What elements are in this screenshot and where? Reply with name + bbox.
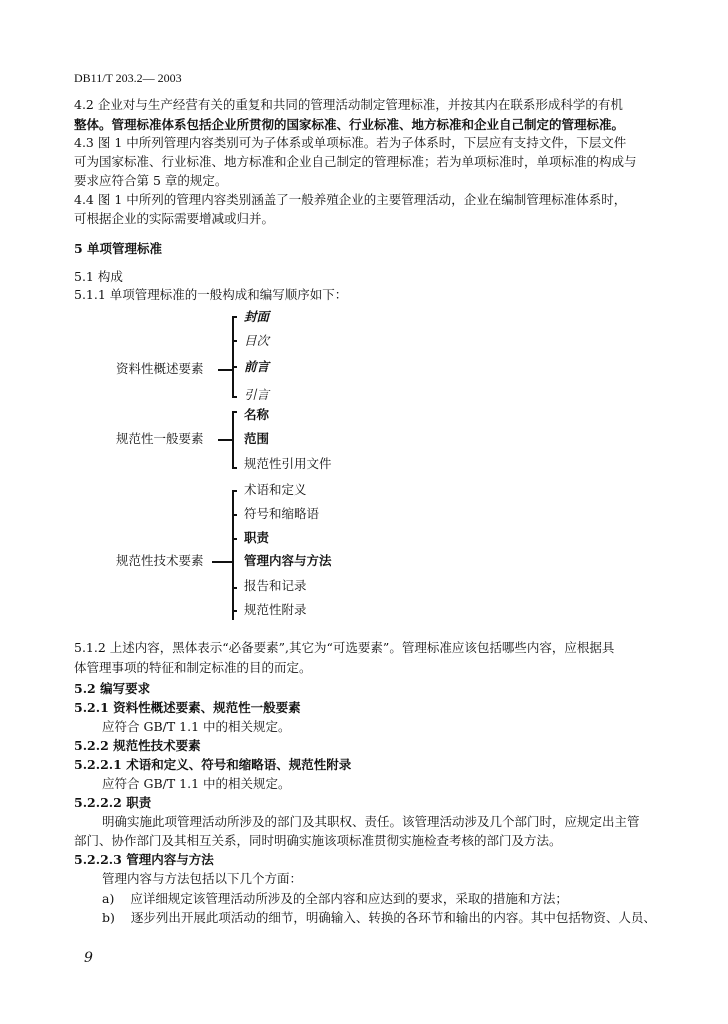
tree-group-label-normative-general: 规范性一般要素 (116, 431, 204, 446)
tree-tick (232, 610, 237, 612)
section-5-1-heading: 5.1 构成 (74, 269, 123, 284)
tree-item-cover: 封面 (244, 309, 270, 324)
tree-item-symbols-abbreviations: 符号和缩略语 (244, 506, 320, 521)
document-code-header: DB11/T 203.2— 2003 (74, 71, 182, 85)
tree-group-label-informative: 资料性概述要素 (116, 361, 204, 376)
tree-bracket (232, 411, 234, 469)
para-4-4-line2: 可根据企业的实际需要增减或归并。 (74, 211, 275, 226)
section-5-2-2-3-body: 管理内容与方法包括以下几个方面： (102, 871, 303, 886)
para-4-3-line3: 要求应符合第 5 章的规定。 (74, 173, 228, 188)
para-4-3-line2: 可为国家标准、行业标准、地方标准和企业自己制定的管理标准；若为单项标准时，单项标准的构成与 (74, 154, 637, 169)
tree-connector (218, 369, 232, 371)
list-text-a: 应详细规定该管理活动所涉及的全部内容和应达到的要求，采取的措施和方法； (130, 891, 568, 906)
para-4-2-line1: 4.2 企业对与生产经营有关的重复和共同的管理活动制定管理标准，并按其内在联系形成科学的有机 (74, 97, 623, 112)
section-5-2-1-heading: 5.2.1 资料性概述要素、规范性一般要素 (74, 700, 301, 715)
list-text-b: 逐步列出开展此项活动的细节，明确输入、转换的各环节和输出的内容。其中包括物资、人员、 (130, 910, 656, 925)
tree-tick (232, 366, 237, 368)
tree-tick (232, 490, 237, 492)
page-number: 9 (84, 950, 93, 966)
section-5-2-2-2-line2: 部门、协作部门及其相互关系，同时明确实施该项标准贯彻实施检查考核的部门及方法。 (74, 833, 562, 848)
para-4-2-line2: 整体。管理标准体系包括企业所贯彻的国家标准、行业标准、地方标准和企业自己制定的管理标准。 (74, 117, 625, 132)
tree-item-contents: 目次 (244, 333, 270, 348)
tree-item-name: 名称 (244, 407, 270, 422)
tree-tick (232, 467, 237, 469)
tree-tick (232, 396, 237, 398)
tree-item-management-content: 管理内容与方法 (244, 553, 332, 568)
section-5-2-heading: 5.2 编写要求 (74, 681, 151, 696)
tree-item-introduction: 引言 (244, 387, 270, 402)
tree-tick (232, 538, 237, 540)
tree-tick (232, 514, 237, 516)
section-5-2-2-1-heading: 5.2.2.1 术语和定义、符号和缩略语、规范性附录 (74, 757, 352, 772)
para-4-4-line1: 4.4 图 1 中所列的管理内容类别涵盖了一般养殖企业的主要管理活动，企业在编制管理标准体系时， (74, 192, 627, 207)
tree-item-terms-definitions: 术语和定义 (244, 482, 307, 497)
list-item-b (102, 910, 656, 926)
section-5-heading: 5 单项管理标准 (74, 241, 163, 256)
section-5-2-2-1-body: 应符合 GB/T 1.1 中的相关规定。 (102, 776, 291, 791)
section-5-2-2-heading: 5.2.2 规范性技术要素 (74, 738, 201, 753)
tree-tick (232, 316, 237, 318)
tree-tick (232, 587, 237, 589)
tree-bracket (232, 490, 234, 620)
list-marker-b: b) (102, 910, 115, 925)
tree-item-reports-records: 报告和记录 (244, 578, 307, 593)
section-5-1-2-line1: 5.1.2 上述内容，黑体表示“必备要素”,其它为“可选要素”。管理标准应该包括哪些内容，应根据具 (74, 640, 615, 655)
para-4-3-line1: 4.3 图 1 中所列管理内容类别可为子体系或单项标准。若为子体系时，下层应有支持文件，下层文件 (74, 135, 627, 150)
tree-connector (212, 561, 232, 563)
tree-item-scope: 范围 (244, 431, 270, 446)
tree-item-normative-annex: 规范性附录 (244, 602, 307, 617)
tree-group-label-normative-technical: 规范性技术要素 (116, 553, 204, 568)
tree-item-responsibilities: 职责 (244, 530, 270, 545)
section-5-2-1-body: 应符合 GB/T 1.1 中的相关规定。 (102, 719, 291, 734)
tree-item-normative-references: 规范性引用文件 (244, 456, 332, 471)
section-5-2-2-3-heading: 5.2.2.3 管理内容与方法 (74, 852, 214, 867)
tree-tick (232, 411, 237, 413)
section-5-1-1-text: 5.1.1 单项管理标准的一般构成和编写顺序如下： (74, 287, 348, 302)
list-item-a (102, 891, 568, 907)
list-marker-a: a) (102, 891, 115, 906)
section-5-2-2-2-heading: 5.2.2.2 职责 (74, 795, 152, 810)
tree-bracket (232, 316, 234, 398)
tree-item-foreword: 前言 (244, 359, 270, 374)
section-5-1-2-line2: 体管理事项的特征和制定标准的目的而定。 (74, 660, 312, 675)
tree-connector (218, 439, 232, 441)
section-5-2-2-2-line1: 明确实施此项管理活动所涉及的部门及其职权、责任。该管理活动涉及几个部门时，应规定出主管 (102, 814, 640, 829)
tree-tick (232, 340, 237, 342)
